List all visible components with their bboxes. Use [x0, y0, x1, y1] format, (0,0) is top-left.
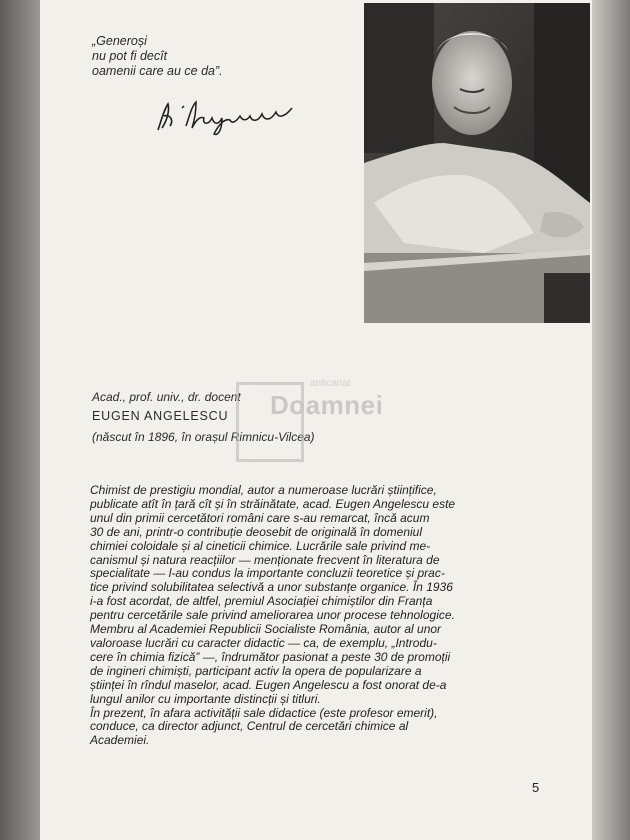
- watermark-logo: [236, 378, 384, 460]
- body-line: Academiei.: [90, 733, 150, 748]
- body-line: specialitate — l-au condus la importante concluzii teoretice și prac-: [90, 566, 445, 581]
- quote-line: „Generoși: [92, 34, 147, 48]
- page-number: 5: [532, 780, 540, 795]
- quote-line: oamenii care au ce da”.: [92, 64, 223, 78]
- watermark-small-text: anticariat: [310, 378, 351, 389]
- handwritten-signature: [152, 96, 302, 138]
- body-line: Membru al Academiei Republicii Socialiste România, autor al unor: [90, 622, 442, 637]
- body-line: unul din primii cercetători români care s-au remarcat, încă acum: [90, 510, 430, 525]
- body-line: i-a fost acordat, de altfel, premiul Asociației chimiștilor din Franța: [90, 594, 433, 609]
- book-page-edge: [592, 0, 630, 840]
- body-line: chimiei coloidale și al cineticii chimice. Lucrările sale privind me-: [90, 538, 431, 553]
- quote-line: nu pot fi decît: [92, 49, 168, 63]
- body-line: valoroase lucrări cu caracter didactic — ca, de exemplu, „Introdu-: [90, 635, 437, 650]
- body-line: 30 de ani, printr-o contribuție deosebit de originală în domeniul: [90, 524, 422, 539]
- person-title: Acad., prof. univ., dr. docent: [92, 390, 241, 404]
- body-line: canismul și natura reacțiilor — menționate frecvent în literatura de: [90, 552, 440, 567]
- book-spine-shadow: [0, 0, 40, 840]
- person-birth-info: (născut în 1896, în orașul Rimnicu-Vilcea): [92, 430, 315, 444]
- body-line: cere în chimia fizică” —, îndrumător pasionat a peste 30 de promoții: [90, 649, 451, 664]
- body-line: pentru cercetările sale privind ameliorarea unor procese tehnologice.: [90, 608, 455, 623]
- body-line: În prezent, în afara activității sale didactice (este profesor emerit),: [90, 705, 438, 720]
- epigraph-quote: [92, 34, 322, 79]
- body-line: lungul anilor cu importante distincții și titluri.: [90, 691, 321, 706]
- person-name: EUGEN ANGELESCU: [92, 409, 229, 423]
- portrait-photo: [364, 3, 590, 323]
- body-line: Chimist de prestigiu mondial, autor a numeroase lucrări științifice,: [90, 483, 437, 497]
- body-line: conduce, ca director adjunct, Centrul de cercetări chimice al: [90, 719, 409, 734]
- body-line: de ingineri chimiști, participant activ la opera de popularizare a: [90, 663, 422, 678]
- body-line: științei în rîndul maselor, acad. Eugen Angelescu a fost onorat de-a: [90, 677, 447, 692]
- body-line: publicate atît în țară cît și în străinătate, acad. Eugen Angelescu este: [90, 496, 456, 511]
- body-line: tice privind solubilitatea selectivă a unor substanțe organice. În 1936: [90, 580, 453, 595]
- watermark-big-text: Doamnei: [270, 390, 384, 420]
- biography-paragraph: [90, 484, 540, 748]
